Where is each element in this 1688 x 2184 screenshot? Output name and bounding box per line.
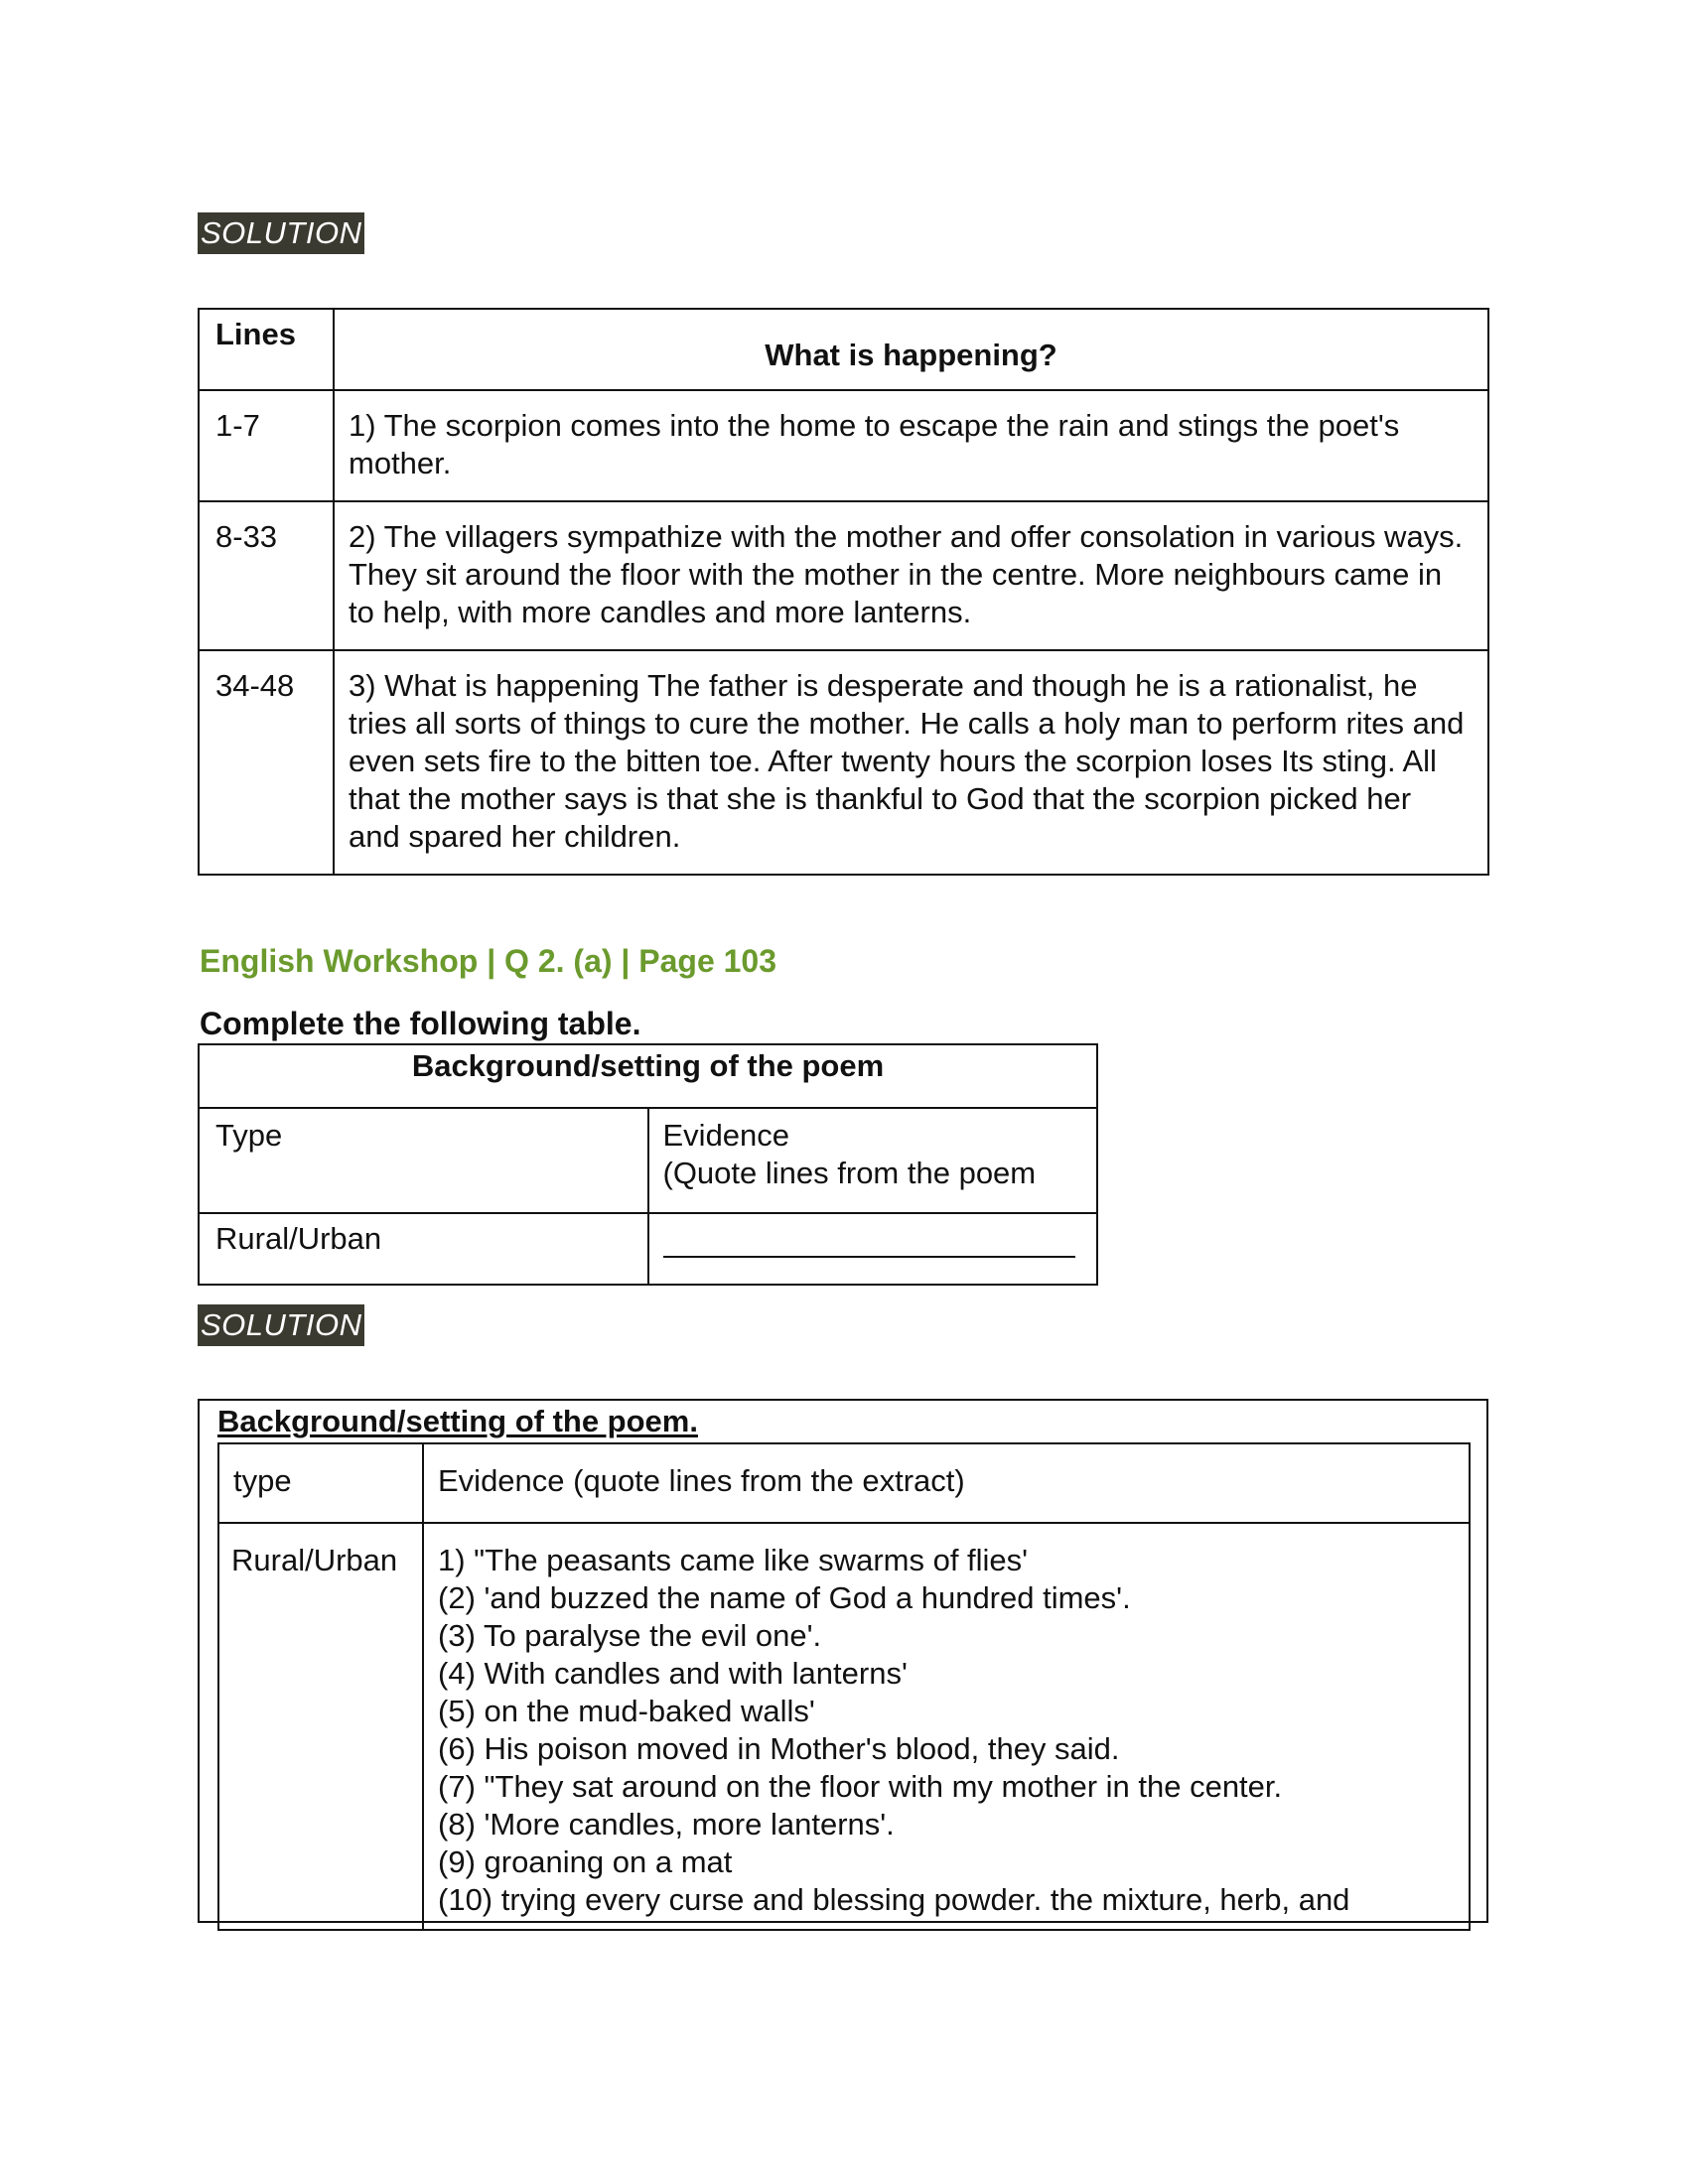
column-evidence-line1: Evidence bbox=[662, 1118, 790, 1153]
instruction-text: Complete the following table. bbox=[200, 1006, 641, 1041]
table-row bbox=[199, 390, 1488, 501]
row-lines: 8-33 bbox=[199, 501, 334, 650]
row-lines: 1-7 bbox=[199, 390, 334, 501]
question-table-title: Background/setting of the poem bbox=[199, 1044, 1097, 1108]
column-evidence-line2: (Quote lines from the poem bbox=[662, 1156, 1037, 1190]
list-item: (4) With candles and with lanterns' bbox=[438, 1656, 908, 1691]
solution-label: SOLUTION bbox=[198, 212, 364, 254]
question-table bbox=[198, 1043, 1098, 1286]
evidence-list bbox=[438, 1542, 1469, 1919]
list-item: (2) 'and buzzed the name of God a hundred times'. bbox=[438, 1580, 1131, 1615]
list-item: (6) His poison moved in Mother's blood, they said. bbox=[438, 1731, 1120, 1766]
row-rural-urban: Rural/Urban bbox=[218, 1523, 423, 1930]
row-description: 1) The scorpion comes into the home to escape the rain and stings the poet's mother. bbox=[334, 390, 1488, 501]
lines-table bbox=[198, 308, 1489, 876]
list-item: (10) trying every curse and blessing powder. the mixture, herb, and bbox=[438, 1882, 1350, 1917]
answer-blank-line bbox=[663, 1256, 1075, 1258]
table-row bbox=[199, 650, 1488, 875]
list-item: (8) 'More candles, more lanterns'. bbox=[438, 1807, 895, 1842]
evidence-cell bbox=[423, 1523, 1470, 1930]
list-item: (3) To paralyse the evil one'. bbox=[438, 1618, 822, 1653]
row-lines: 34-48 bbox=[199, 650, 334, 875]
table-header-row bbox=[199, 309, 1488, 390]
table-row bbox=[199, 501, 1488, 650]
header-lines: Lines bbox=[199, 309, 334, 390]
column-evidence: Evidence (quote lines from the extract) bbox=[423, 1443, 1470, 1523]
column-evidence bbox=[648, 1108, 1098, 1213]
solution-inner-table bbox=[217, 1442, 1471, 1931]
row-rural-urban: Rural/Urban bbox=[199, 1213, 648, 1285]
list-item: 1) "The peasants came like swarms of flies' bbox=[438, 1543, 1029, 1577]
solution-table-title: Background/setting of the poem. bbox=[217, 1404, 698, 1438]
row-description: 2) The villagers sympathize with the mother and offer consolation in various ways. They sit around the floor with the mother in the centre. More neighbours came in to help, with more candles and more lanterns. bbox=[334, 501, 1488, 650]
column-type: Type bbox=[199, 1108, 648, 1213]
row-description: 3) What is happening The father is desperate and though he is a rationalist, he tries all sorts of things to cure the mother. He calls a holy man to perform rites and even sets fire to the bitten toe. After twenty hours the scorpion loses Its sting. All that the mother says is that she is thankful to God that the scorpion picked her and spared her children. bbox=[334, 650, 1488, 875]
list-item: (5) on the mud-baked walls' bbox=[438, 1694, 815, 1728]
list-item: (7) "They sat around on the floor with my mother in the center. bbox=[438, 1769, 1283, 1804]
solution-table bbox=[198, 1399, 1488, 1923]
answer-blank-cell bbox=[648, 1213, 1098, 1285]
section-heading: English Workshop | Q 2. (a) | Page 103 bbox=[200, 943, 777, 979]
header-what-is-happening: What is happening? bbox=[334, 309, 1488, 390]
list-item: (9) groaning on a mat bbox=[438, 1844, 733, 1879]
column-type: type bbox=[218, 1443, 423, 1523]
solution-label-2: SOLUTION bbox=[198, 1304, 364, 1346]
